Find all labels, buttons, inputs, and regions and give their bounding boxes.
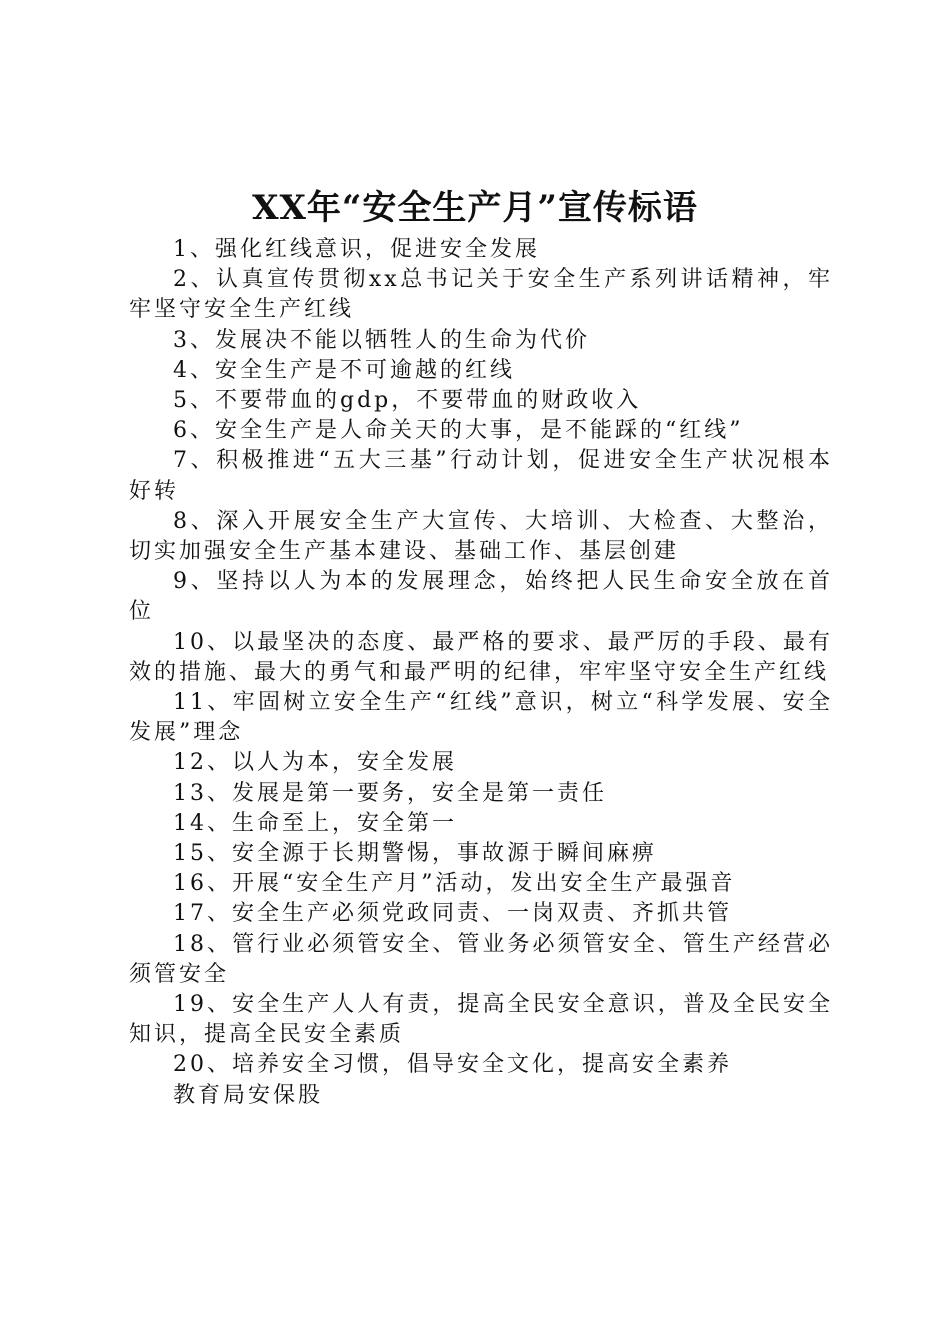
list-item: 19、安全生产人人有责，提高全民安全意识，普及全民安全知识，提高全民安全素质 — [129, 992, 833, 1048]
list-item: 18、管行业必须管安全、管业务必须管安全、管生产经营必须管安全 — [129, 931, 833, 987]
list-item: 7、积极推进“五大三基”行动计划，促进安全生产状况根本好转 — [129, 448, 833, 504]
list-item: 2、认真宣传贯彻xx总书记关于安全生产系列讲话精神，牢牢坚守安全生产红线 — [129, 267, 833, 323]
list-item: 15、安全源于长期警惕，事故源于瞬间麻痹 — [173, 841, 657, 867]
document-title: XX年“安全生产月”宣传标语 — [252, 188, 698, 228]
list-item: 17、安全生产必须党政同责、一岗双责、齐抓共管 — [173, 901, 732, 927]
list-item: 5、不要带血的gdp，不要带血的财政收入 — [173, 388, 642, 414]
list-item: 8、深入开展安全生产大宣传、大培训、大检查、大整治，切实加强安全生产基本建设、基础工作、基层创建 — [129, 508, 833, 565]
list-item: 12、以人为本，安全发展 — [173, 750, 457, 776]
slogan-list — [129, 235, 833, 1111]
list-item: 6、安全生产是人命关天的大事，是不能踩的“红线” — [173, 418, 744, 444]
list-item: 14、生命至上，安全第一 — [173, 810, 457, 836]
list-item: 10、以最坚决的态度、最严格的要求、最严厉的手段、最有效的措施、最大的勇气和最严明的纪律，牢牢坚守安全生产红线 — [129, 629, 833, 685]
list-item: 4、安全生产是不可逾越的红线 — [173, 357, 515, 383]
list-item: 16、开展“安全生产月”活动，发出安全生产最强音 — [173, 871, 736, 897]
list-item: 13、发展是第一要务，安全是第一责任 — [173, 780, 607, 806]
list-item: 3、发展决不能以牺牲人的生命为代价 — [173, 327, 590, 353]
list-item: 11、牢固树立安全生产“红线”意识，树立“科学发展、安全发展”理念 — [129, 690, 833, 746]
list-item: 1、强化红线意识，促进安全发展 — [173, 237, 540, 262]
list-item: 9、坚持以人为本的发展理念，始终把人民生命安全放在首位 — [129, 569, 833, 625]
list-item: 20、培养安全习惯，倡导安全文化，提高安全素养 — [173, 1052, 732, 1078]
document-signature: 教育局安保股 — [173, 1082, 324, 1108]
